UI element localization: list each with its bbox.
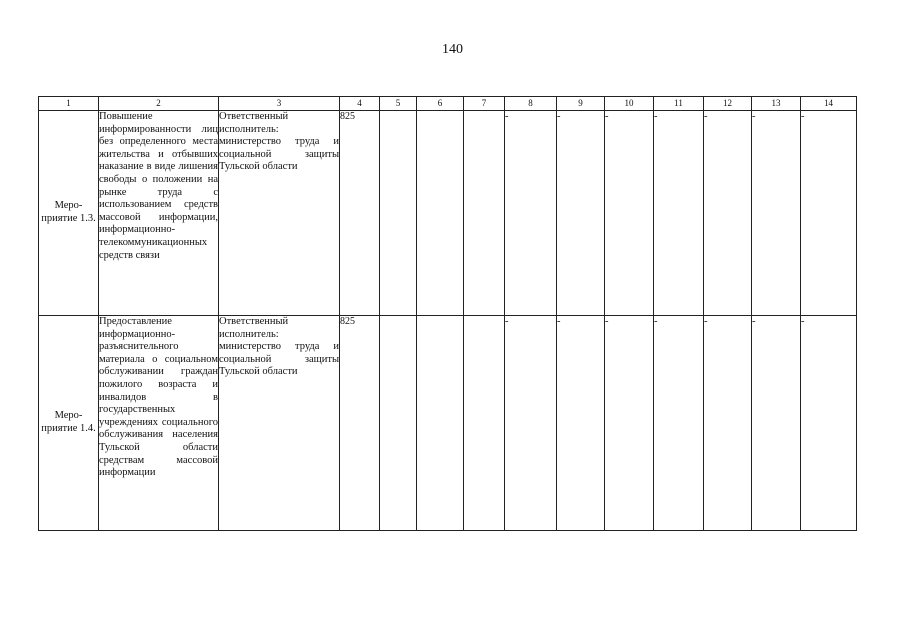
value-cell-12: - [704, 316, 752, 531]
value-cell-14: - [801, 111, 857, 316]
responsible-executor-cell: Ответственный исполнитель: министерство труда и социальной защиты Тульской области [219, 111, 340, 316]
value-cell-13: - [752, 111, 801, 316]
header-row [39, 97, 857, 111]
value-cell-7 [464, 111, 505, 316]
header-col-10: 10 [605, 97, 654, 111]
header-col-7: 7 [464, 97, 505, 111]
header-col-1: 1 [39, 97, 99, 111]
value-cell-9: - [557, 316, 605, 531]
header-col-14: 14 [801, 97, 857, 111]
event-description-cell: Повышение информированности лиц без определенного места жительства и отбывших наказание в виде лишения свободы о положении на рынке труда с использованием средств массовой информации, информационно-телекоммуникационных средств связи [99, 111, 219, 316]
header-col-8: 8 [505, 97, 557, 111]
value-cell-5 [380, 111, 417, 316]
value-cell-8: - [505, 111, 557, 316]
event-id-cell: Меро-приятие 1.4. [39, 316, 99, 531]
header-col-11: 11 [654, 97, 704, 111]
value-cell-13: - [752, 316, 801, 531]
event-description-cell: Предоставление информационно-разъяснительного материала о социальном обслуживании граждан пожилого возраста и инвалидов в государственных учреждениях социального обслуживания населения Тульской области средствам массовой информации [99, 316, 219, 531]
header-col-6: 6 [417, 97, 464, 111]
table-row [39, 111, 857, 316]
value-cell-7 [464, 316, 505, 531]
header-col-12: 12 [704, 97, 752, 111]
value-cell-8: - [505, 316, 557, 531]
header-col-9: 9 [557, 97, 605, 111]
page-number: 140 [442, 42, 463, 57]
header-col-3: 3 [219, 97, 340, 111]
value-cell-12: - [704, 111, 752, 316]
value-cell-5 [380, 316, 417, 531]
header-col-5: 5 [380, 97, 417, 111]
header-col-13: 13 [752, 97, 801, 111]
code-cell: 825 [340, 111, 380, 316]
value-cell-9: - [557, 111, 605, 316]
event-id-cell: Меро-приятие 1.3. [39, 111, 99, 316]
code-cell: 825 [340, 316, 380, 531]
value-cell-10: - [605, 111, 654, 316]
header-col-4: 4 [340, 97, 380, 111]
responsible-executor-cell: Ответственный исполнитель: министерство труда и социальной защиты Тульской области [219, 316, 340, 531]
value-cell-11: - [654, 316, 704, 531]
value-cell-14: - [801, 316, 857, 531]
table-row [39, 316, 857, 531]
value-cell-6 [417, 316, 464, 531]
budget-table [38, 96, 857, 531]
value-cell-10: - [605, 316, 654, 531]
value-cell-11: - [654, 111, 704, 316]
value-cell-6 [417, 111, 464, 316]
header-col-2: 2 [99, 97, 219, 111]
